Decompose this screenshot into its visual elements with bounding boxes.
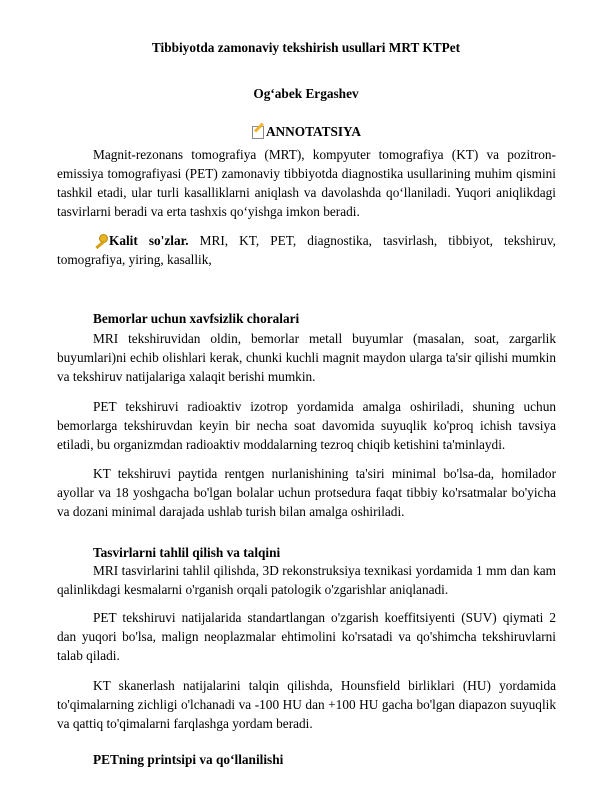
annotation-heading-text: ANNOTATSIYA <box>265 124 362 139</box>
author-name: Og‘abek Ergashev <box>253 86 359 101</box>
analysis-paragraph-mri: MRI tasvirlarini tahlil qilishda, 3D rekonstruksiya texnikasi yordamida 1 mm dan kam qalinlikdagi kesmalarni o'rganish orqali patologik o'zgarishlar aniqlanadi. <box>57 563 556 597</box>
section-heading-analysis: Tasvirlarni tahlil qilish va talqini <box>93 545 281 560</box>
paper-title: Tibbiyotda zamonaviy tekshirish usullari MRT KTPet <box>151 40 461 55</box>
key-icon <box>93 234 108 247</box>
keywords-label: Kalit so'zlar. <box>109 233 189 248</box>
section-heading-safety: Bemorlar uchun xavfsizlik choralari <box>93 311 300 326</box>
section-heading-pet-principle: PETning printsipi va qo‘llanilishi <box>93 752 284 767</box>
keywords-text: MRI, KT, PET, diagnostika, tasvirlash, tibbiyot, tekshiruv, tomografiya, yiring, kasallik, <box>57 233 556 267</box>
keywords-paragraph <box>57 231 556 269</box>
safety-paragraph-kt: KT tekshiruvi paytida rentgen nurlanishining ta'siri minimal bo'lsa-da, homilador ayollar va 18 yoshgacha bo'lgan bolalar uchun protsedura faqat tibbiy ko'rsatmalar bo'yicha va dozani minimal darajada ushlab turish bilan amalga oshiriladi. <box>57 466 556 519</box>
annotation-paragraph: Magnit-rezonans tomografiya (MRT), kompyuter tomografiya (KT) va pozitron-emissiya tomografiyasi (PET) zamonaviy tibbiyotda diagnostika usullarining muhim qismini tashkil etadi, ular turli kasalliklarni aniqlash va davolashda qo‘llaniladi. Yuqori aniqlikdagi tasvirlarni beradi va erta tashxis qo‘yishga imkon beradi. <box>57 147 556 219</box>
analysis-paragraph-pet: PET tekshiruvi natijalarida standartlangan o'zgarish koeffitsiyenti (SUV) qiymati 2 dan yuqori bo'lsa, malign neoplazmalar ehtimolini ko'rsatadi va qo'shimcha tekshiruvlarni talab qiladi. <box>57 610 556 663</box>
annotation-heading <box>0 124 612 140</box>
safety-paragraph-pet: PET tekshiruvi radioaktiv izotrop yordamida amalga oshiriladi, shuning uchun bemorlarga tekshiruvdan keyin bir necha soat davomida suyuqlik ko'proq ichish tavsiya etiladi, bu organizmdan radioaktiv moddalarning tezroq chiqib ketishini ta'minlaydi. <box>57 399 556 452</box>
memo-pencil-icon <box>251 125 264 138</box>
analysis-paragraph-kt: KT skanerlash natijalarini talqin qilishda, Hounsfield birliklari (HU) yordamida to'qimalarning zichligi o'lchanadi va -100 HU dan +100 HU gacha bo'lgan diapazon suyuqlik va qattiq to'qimalarni farqlashga yordam beradi. <box>57 678 556 731</box>
safety-paragraph-mri: MRI tekshiruvidan oldin, bemorlar metall buyumlar (masalan, soat, zargarlik buyumlari)ni echib olishlari kerak, chunki kuchli magnit maydon ularga ta'sir qilishi mumkin va tekshiruv natijalariga xalaqit berishi mumkin. <box>57 331 556 384</box>
